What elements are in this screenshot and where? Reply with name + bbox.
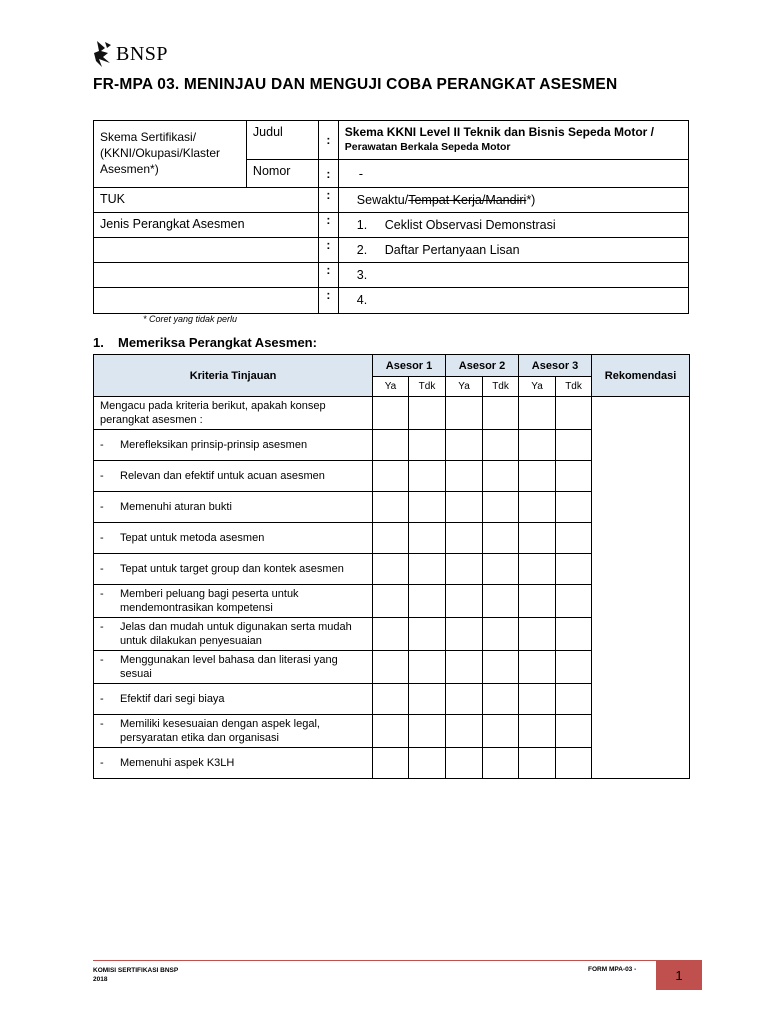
check-cell[interactable] <box>409 715 446 748</box>
colon: : <box>318 121 338 160</box>
check-cell[interactable] <box>519 651 556 684</box>
dash: - <box>100 654 104 666</box>
bnsp-emblem-icon <box>93 39 115 69</box>
device-text: Daftar Pertanyaan Lisan <box>384 243 520 257</box>
device-cell <box>338 213 688 238</box>
criteria-row <box>94 492 373 523</box>
dash: - <box>100 718 104 730</box>
empty-cell <box>94 238 319 263</box>
criteria-text: Memiliki kesesuaian dengan aspek legal, persyaratan etika dan organisasi <box>120 718 320 744</box>
check-cell[interactable] <box>373 461 409 492</box>
check-cell[interactable] <box>483 715 519 748</box>
check-cell[interactable] <box>446 748 483 779</box>
judul-value-line2: Perawatan Berkala Sepeda Motor <box>344 141 511 153</box>
check-cell[interactable] <box>409 461 446 492</box>
check-cell[interactable] <box>483 651 519 684</box>
page-title: FR-MPA 03. MENINJAU DAN MENGUJI COBA PERANGKAT ASESMEN <box>93 76 618 93</box>
check-cell[interactable] <box>409 684 446 715</box>
colon: : <box>318 238 338 263</box>
check-cell[interactable] <box>373 684 409 715</box>
check-cell[interactable] <box>373 651 409 684</box>
check-cell[interactable] <box>519 492 556 523</box>
skema-label-cell <box>94 121 247 188</box>
dash: - <box>100 693 104 705</box>
ya-header: Ya <box>519 377 556 397</box>
check-cell[interactable] <box>373 585 409 618</box>
check-cell[interactable] <box>556 618 592 651</box>
check-cell[interactable] <box>519 461 556 492</box>
assessor-header: Asesor 1 <box>373 355 446 377</box>
check-cell[interactable] <box>519 430 556 461</box>
tuk-value-sewaktu: Sewaktu/ <box>356 193 409 207</box>
tuk-label: TUK <box>100 192 125 206</box>
criteria-text: Memenuhi aspek K3LH <box>120 757 235 769</box>
criteria-row <box>94 585 373 618</box>
criteria-header: Kriteria Tinjauan <box>94 355 373 397</box>
check-cell[interactable] <box>373 492 409 523</box>
check-cell[interactable] <box>556 554 592 585</box>
check-cell[interactable] <box>556 585 592 618</box>
check-cell[interactable] <box>446 618 483 651</box>
dash: - <box>100 501 104 513</box>
check-cell[interactable] <box>556 492 592 523</box>
criteria-text: Merefleksikan prinsip-prinsip asesmen <box>120 439 308 451</box>
device-num: 1. <box>356 218 368 232</box>
check-cell[interactable] <box>446 397 483 430</box>
judul-label: Judul <box>252 125 283 139</box>
check-cell[interactable] <box>556 461 592 492</box>
check-cell[interactable] <box>446 684 483 715</box>
criteria-text: Jelas dan mudah untuk digunakan serta mudah untuk dilakukan penyesuaian <box>120 621 352 647</box>
check-cell[interactable] <box>373 397 409 430</box>
criteria-text: Relevan dan efektif untuk acuan asesmen <box>120 470 325 482</box>
criteria-row <box>94 554 373 585</box>
empty-cell <box>94 263 319 288</box>
bnsp-logo <box>93 38 168 70</box>
criteria-text: Memenuhi aturan bukti <box>120 501 232 513</box>
skema-label: Skema Sertifikasi/ (KKNI/Okupasi/Klaster Asesmen*) <box>100 130 221 176</box>
scheme-info-table <box>93 120 689 314</box>
check-cell[interactable] <box>446 554 483 585</box>
device-text: Ceklist Observasi Demonstrasi <box>384 218 556 232</box>
check-cell[interactable] <box>446 523 483 554</box>
colon: : <box>318 188 338 213</box>
footer-rule <box>93 960 656 961</box>
check-cell[interactable] <box>409 748 446 779</box>
criteria-row <box>94 430 373 461</box>
check-cell[interactable] <box>519 684 556 715</box>
colon: : <box>318 160 338 188</box>
criteria-text: Memberi peluang bagi peserta untuk mendemontrasikan kompetensi <box>120 588 299 614</box>
section-heading <box>93 335 317 350</box>
check-cell[interactable] <box>446 492 483 523</box>
judul-value-cell <box>338 121 688 160</box>
check-cell[interactable] <box>556 684 592 715</box>
check-cell[interactable] <box>373 554 409 585</box>
tdk-header: Tdk <box>483 377 519 397</box>
judul-label-cell <box>246 121 318 160</box>
tuk-value-struck: Tempat Kerja/Mandiri <box>408 193 527 207</box>
recommendation-header: Rekomendasi <box>592 355 690 397</box>
check-cell[interactable] <box>556 397 592 430</box>
device-cell <box>338 263 688 288</box>
nomor-value-cell <box>338 160 688 188</box>
criteria-row <box>94 523 373 554</box>
check-cell[interactable] <box>556 523 592 554</box>
criteria-row <box>94 461 373 492</box>
criteria-row <box>94 618 373 651</box>
check-cell[interactable] <box>409 618 446 651</box>
nomor-label-cell <box>246 160 318 188</box>
footer-year: 2018 <box>93 976 108 983</box>
ya-header: Ya <box>373 377 409 397</box>
strike-note: * Coret yang tidak perlu <box>143 314 238 324</box>
check-cell[interactable] <box>483 585 519 618</box>
criteria-text: Efektif dari segi biaya <box>120 693 225 705</box>
judul-value-line1: Skema KKNI Level II Teknik dan Bisnis Sepeda Motor / <box>344 125 654 139</box>
jenis-label-cell <box>94 213 319 238</box>
check-cell[interactable] <box>409 554 446 585</box>
dash: - <box>100 439 104 451</box>
check-cell[interactable] <box>483 748 519 779</box>
check-cell[interactable] <box>519 618 556 651</box>
dash: - <box>100 563 104 575</box>
dash: - <box>100 532 104 544</box>
review-table <box>93 354 690 779</box>
nomor-label: Nomor <box>252 164 291 178</box>
check-cell[interactable] <box>446 430 483 461</box>
tuk-value <box>339 188 688 207</box>
check-cell[interactable] <box>373 748 409 779</box>
footer-org <box>93 966 178 984</box>
check-cell[interactable] <box>446 715 483 748</box>
check-cell[interactable] <box>519 523 556 554</box>
check-cell[interactable] <box>483 461 519 492</box>
assessor-header: Asesor 2 <box>446 355 519 377</box>
page-number: 1 <box>656 960 702 990</box>
section-title: Memeriksa Perangkat Asesmen: <box>118 335 317 350</box>
criteria-intro: Mengacu pada kriteria berikut, apakah konsep perangkat asesmen : <box>94 397 373 430</box>
check-cell[interactable] <box>483 618 519 651</box>
check-cell[interactable] <box>409 651 446 684</box>
check-cell[interactable] <box>409 585 446 618</box>
check-cell[interactable] <box>483 397 519 430</box>
dash: - <box>100 588 104 600</box>
footer-org-name: KOMISI SERTIFIKASI BNSP <box>93 967 179 974</box>
device-num: 3. <box>356 268 368 282</box>
dash: - <box>100 470 104 482</box>
dash: - <box>100 757 104 769</box>
check-cell[interactable] <box>519 585 556 618</box>
check-cell[interactable] <box>519 748 556 779</box>
check-cell[interactable] <box>446 461 483 492</box>
criteria-text: Tepat untuk target group dan kontek asesmen <box>120 563 344 575</box>
check-cell[interactable] <box>556 748 592 779</box>
check-cell[interactable] <box>519 715 556 748</box>
check-cell[interactable] <box>483 684 519 715</box>
tdk-header: Tdk <box>409 377 446 397</box>
tuk-value-suffix: *) <box>526 193 536 207</box>
check-cell[interactable] <box>409 492 446 523</box>
check-cell[interactable] <box>519 397 556 430</box>
section-number: 1. <box>93 335 104 350</box>
check-cell[interactable] <box>556 715 592 748</box>
check-cell[interactable] <box>483 554 519 585</box>
tdk-header: Tdk <box>556 377 592 397</box>
colon: : <box>318 213 338 238</box>
device-cell <box>338 288 688 314</box>
footer-form-code: FORM MPA-03 - <box>588 966 637 973</box>
tuk-value-cell <box>338 188 688 213</box>
check-cell[interactable] <box>556 430 592 461</box>
tuk-label-cell <box>94 188 319 213</box>
check-cell[interactable] <box>373 618 409 651</box>
check-cell[interactable] <box>556 651 592 684</box>
criteria-row <box>94 651 373 684</box>
device-num: 4. <box>356 293 368 307</box>
check-cell[interactable] <box>409 523 446 554</box>
ya-header: Ya <box>446 377 483 397</box>
check-cell[interactable] <box>373 430 409 461</box>
empty-cell <box>94 288 319 314</box>
check-cell[interactable] <box>483 492 519 523</box>
recommendation-cell[interactable] <box>592 397 690 779</box>
check-cell[interactable] <box>483 523 519 554</box>
colon: : <box>318 288 338 314</box>
check-cell[interactable] <box>373 715 409 748</box>
nomor-value: - <box>358 166 364 181</box>
jenis-label: Jenis Perangkat Asesmen <box>100 217 245 231</box>
check-cell[interactable] <box>519 554 556 585</box>
check-cell[interactable] <box>409 430 446 461</box>
criteria-row <box>94 684 373 715</box>
check-cell[interactable] <box>446 651 483 684</box>
criteria-row <box>94 715 373 748</box>
device-num: 2. <box>356 243 368 257</box>
colon: : <box>318 263 338 288</box>
assessor-header: Asesor 3 <box>519 355 592 377</box>
logo-text: BNSP <box>116 42 169 65</box>
criteria-text: Menggunakan level bahasa dan literasi yang sesuai <box>120 654 338 680</box>
criteria-text: Tepat untuk metoda asesmen <box>120 532 265 544</box>
check-cell[interactable] <box>409 397 446 430</box>
check-cell[interactable] <box>483 430 519 461</box>
check-cell[interactable] <box>373 523 409 554</box>
check-cell[interactable] <box>446 585 483 618</box>
criteria-row <box>94 748 373 779</box>
device-cell <box>338 238 688 263</box>
dash: - <box>100 621 104 633</box>
